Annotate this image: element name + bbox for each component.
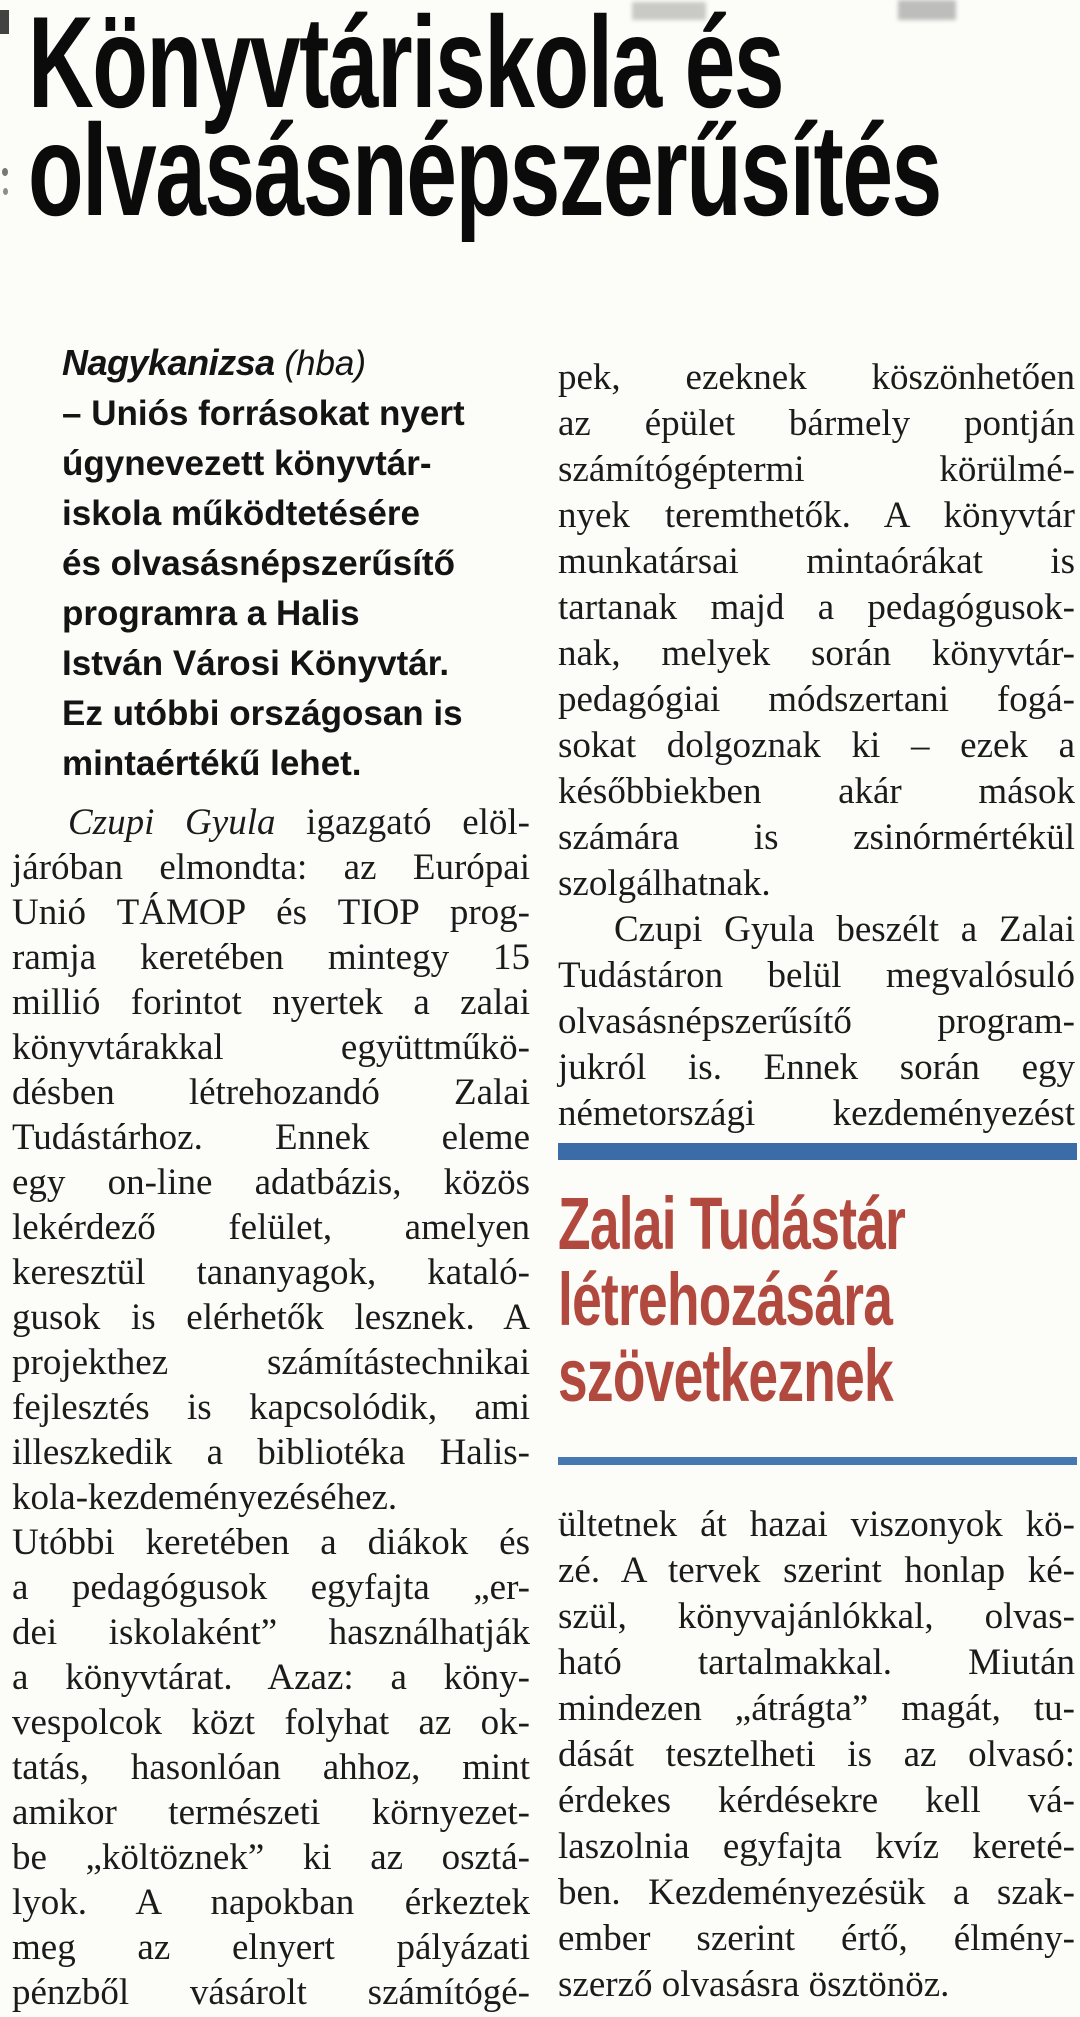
text-line: ramja keretében mintegy 15 (12, 937, 530, 978)
scan-speck (2, 168, 8, 176)
text-line: projekthez számítástechnikai (12, 1342, 530, 1383)
text-line: szül, könyvajánlókkal, olvas- (558, 1596, 1075, 1637)
text-line: ben. Kezdeményezésük a szak- (558, 1872, 1075, 1913)
text-line: pénzből vásárolt számítógé- (12, 1972, 530, 2013)
body-paragraph (558, 355, 1075, 907)
text-line: lyok. A napokban érkeztek (12, 1882, 530, 1923)
pull-quote-line: Zalai Tudástár (558, 1182, 906, 1265)
text-line: könyvtárakkal együttműkö- (12, 1027, 530, 1068)
text-line: úgynevezett könyvtár- (62, 444, 432, 483)
body-paragraph (558, 907, 1075, 1137)
text-line: programra a Halis (62, 594, 360, 633)
text-line: millió forintot nyertek a zalai (12, 982, 530, 1023)
text-line: pek, ezeknek köszönhetően (558, 357, 1075, 398)
text-line: tatás, hasonlóan ahhoz, mint (12, 1747, 530, 1788)
pull-quote (558, 1182, 1077, 1417)
text-line: mindezen „átrágta” magát, tu- (558, 1688, 1075, 1729)
divider-rule-top (558, 1143, 1077, 1160)
text-line: désben létrehozandó Zalai (12, 1072, 530, 1113)
text-line: a könyvtárat. Azaz: a köny- (12, 1657, 530, 1698)
text-line: – Uniós forrásokat nyert (62, 394, 465, 433)
text-line: számára is zsinórmértékül (558, 817, 1075, 858)
text-line: Unió TÁMOP és TIOP prog- (12, 892, 530, 933)
article-lead (62, 338, 532, 789)
headline-line: olvasásnépszerűsítés (28, 97, 941, 243)
dateline-location: Nagykanizsa (62, 342, 275, 383)
text-line: illeszkedik a bibliotéka Halis- (12, 1432, 530, 1473)
text-line: németországi kezdeményezést (558, 1093, 1075, 1134)
body-column-right-upper (558, 355, 1075, 1137)
text-line: Czupi Gyula beszélt a Zalai (614, 909, 1075, 950)
text-line: a pedagógusok egyfajta „er- (12, 1567, 530, 1608)
text-line: be „költöznek” ki az osztá- (12, 1837, 530, 1878)
text-line: sokat dolgoznak ki – ezek a (558, 725, 1075, 766)
text-line: pedagógiai módszertani fogá- (558, 679, 1075, 720)
text-line: ültetnek át hazai viszonyok kö- (558, 1504, 1075, 1545)
text-line: szerző olvasásra ösztönöz. (558, 1964, 950, 2005)
text-line: keresztül tananyagok, kataló- (12, 1252, 530, 1293)
text-line: egy on-line adatbázis, közös (12, 1162, 530, 1203)
text-line: Ez utóbbi országosan is (62, 694, 463, 733)
lead-text (62, 389, 532, 789)
headline-line: Könyvtáriskola és (28, 0, 784, 135)
text-line: dását tesztelheti is az olvasó: (558, 1734, 1075, 1775)
body-column-right-lower (558, 1502, 1075, 2008)
text-line: Utóbbi keretében a diákok és (12, 1522, 530, 1563)
byline-credit: (hba) (274, 344, 367, 383)
pull-quote-line: létrehozására (558, 1258, 893, 1341)
text-line: érdekes kérdésekre kell vá- (558, 1780, 1075, 1821)
text-line: fejlesztés is kapcsolódik, ami (12, 1387, 530, 1428)
dateline (62, 338, 532, 389)
text-line: szolgálhatnak. (558, 863, 771, 904)
text-line: laszolnia egyfajta kvíz kereté- (558, 1826, 1075, 1867)
body-column-left (12, 800, 530, 2015)
text-line: az épület bármely pontján (558, 403, 1075, 444)
text-line: ható tartalmakkal. Miután (558, 1642, 1075, 1683)
text-line: számítógéptermi körülmé- (558, 449, 1075, 490)
scan-mark (0, 10, 9, 34)
text-line: István Városi Könyvtár. (62, 644, 450, 683)
text-line: későbbiekben akár mások (558, 771, 1075, 812)
text-line: meg az elnyert pályázati (12, 1927, 530, 1968)
text-line: mintaértékű lehet. (62, 744, 362, 783)
text-line: járóban elmondta: az Európai (12, 847, 530, 888)
divider-rule-bottom (558, 1457, 1077, 1465)
text-line: iskola működtetésére (62, 494, 420, 533)
text-line: dei iskolaként” használhatják (12, 1612, 530, 1653)
text-line: zé. A tervek szerint honlap ké- (558, 1550, 1075, 1591)
text-line: nak, melyek során könyvtár- (558, 633, 1075, 674)
text-line: Czupi Gyula igazgató elöl- (68, 802, 530, 843)
text-line: ember szerint értő, élmény- (558, 1918, 1075, 1959)
scan-speck (3, 188, 8, 195)
text-line: nyek teremthetők. A könyvtár (558, 495, 1075, 536)
text-line: jukról is. Ennek során egy (558, 1047, 1075, 1088)
text-line: és olvasásnépszerűsítő (62, 544, 455, 583)
text-line: Tudástáron belül megvalósuló (558, 955, 1075, 996)
text-line: lekérdező felület, amelyen (12, 1207, 530, 1248)
article-headline (28, 0, 1080, 243)
pull-quote-line: szövetkeznek (558, 1334, 893, 1417)
text-line: Tudástárhoz. Ennek eleme (12, 1117, 530, 1158)
text-line: amikor természeti környezet- (12, 1792, 530, 1833)
text-line: vespolcok közt folyhat az ok- (12, 1702, 530, 1743)
text-line: olvasásnépszerűsítő program- (558, 1001, 1075, 1042)
text-line: munkatársai mintaórákat is (558, 541, 1075, 582)
text-line: tartanak majd a pedagógusok- (558, 587, 1075, 628)
text-line: gusok is elérhetők lesznek. A (12, 1297, 530, 1338)
text-line: kola-kezdeményezéséhez. (12, 1477, 398, 1518)
